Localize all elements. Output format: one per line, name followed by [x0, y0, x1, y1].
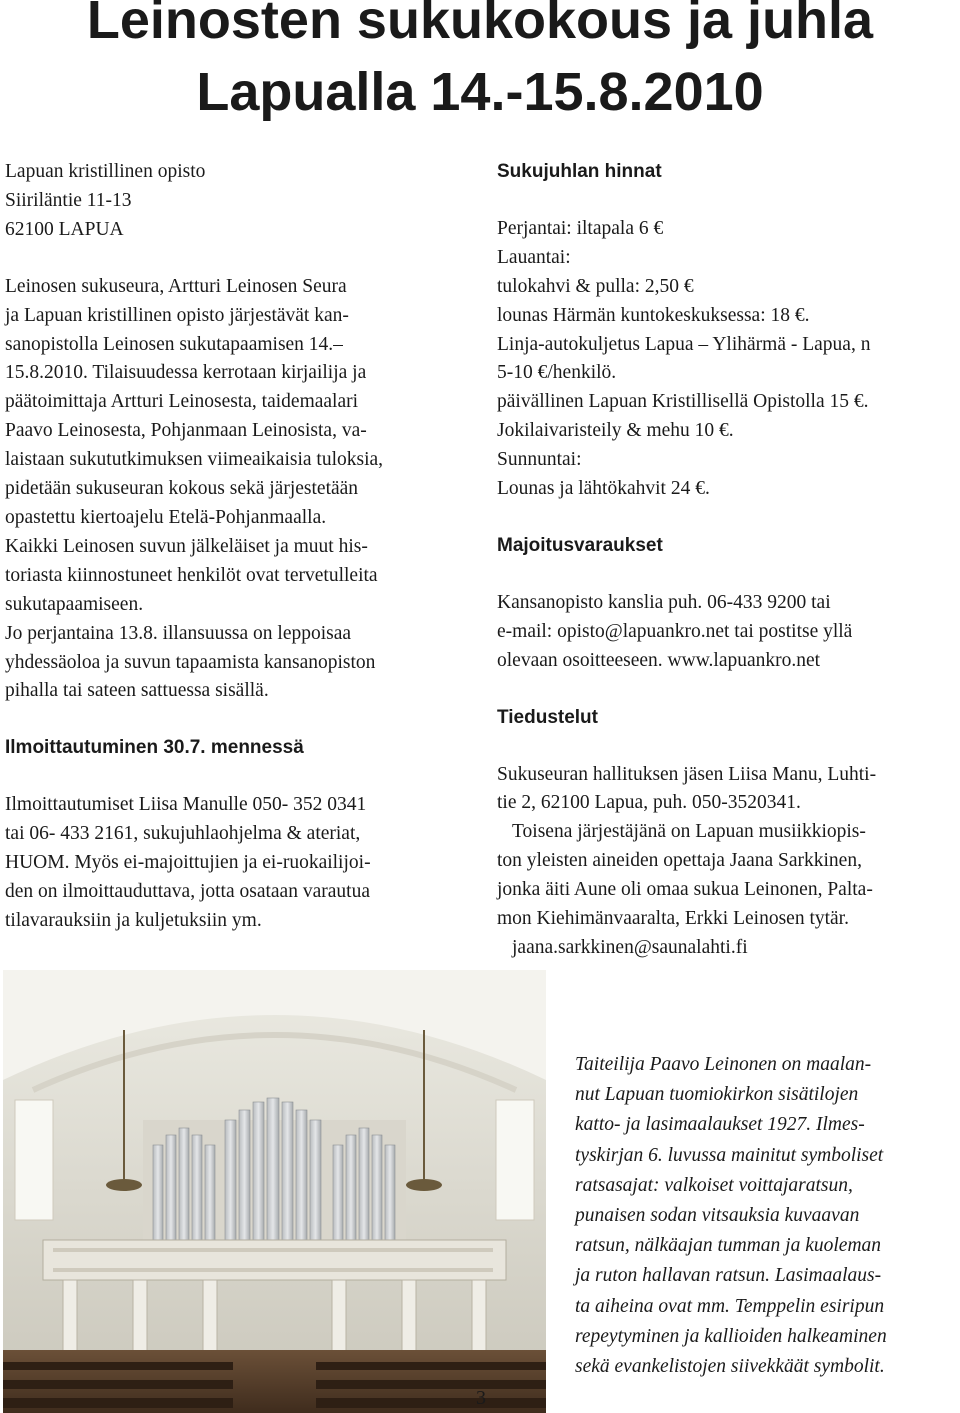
- intro-line: pidetään sukuseuran kokous sekä järjestetään: [5, 478, 359, 500]
- price-line: Lounas ja lähtökahvit 24 €.: [497, 478, 710, 500]
- intro-line: laistaan sukututkimuksen viimeaikaisia tuloksia,: [5, 449, 384, 471]
- registration-line: tilavarauksiin ja kuljetuksiin ym.: [5, 909, 262, 931]
- caption-line: katto- ja lasimaalaukset 1927. Ilmes-: [575, 1114, 865, 1136]
- inquiries-heading: Tiedustelut: [497, 706, 598, 728]
- price-line: Perjantai: iltapala 6 €: [497, 217, 664, 239]
- organizer-line: mon Kiehimänvaaralta, Erkki Leinosen tytär.: [497, 908, 849, 930]
- caption-line: ratsasajat: valkoiset voittajaratsun,: [575, 1174, 853, 1196]
- caption-line: sekä evankelistojen siivekkäät symbolit.: [575, 1356, 885, 1378]
- friday-line: Jo perjantaina 13.8. illansuussa on leppoisaa: [5, 622, 352, 644]
- friday-line: pihalla tai sateen sattuessa sisällä.: [5, 680, 269, 702]
- prices-heading: Sukujuhlan hinnat: [497, 161, 662, 182]
- page-number: 3: [476, 1387, 486, 1409]
- price-line: Lauantai:: [497, 246, 571, 268]
- price-line: 5-10 €/henkilö.: [497, 362, 617, 384]
- inquiries-line: tie 2, 62100 Lapua, puh. 050-3520341.: [497, 792, 801, 814]
- price-line: tulokahvi & pulla: 2,50 €: [497, 275, 694, 297]
- organizer-line: jonka äiti Aune oli omaa sukua Leinonen, Palta-: [497, 879, 873, 901]
- intro-line: 15.8.2010. Tilaisuudessa kerrotaan kirjailija ja: [5, 362, 367, 384]
- registration-line: tai 06- 433 2161, sukujuhlaohjelma & ateriat,: [5, 823, 361, 845]
- caption-line: repeytyminen ja kallioiden halkeaminen: [575, 1325, 887, 1347]
- welcome-line: Kaikki Leinosen suvun jälkeläiset ja muut his-: [5, 535, 368, 557]
- address-line: Siiriläntie 11-13: [5, 189, 132, 211]
- intro-line: Leinosen sukuseura, Artturi Leinosen Seura: [5, 275, 347, 297]
- price-line: lounas Härmän kuntokeskuksessa: 18 €.: [497, 304, 810, 326]
- accommodation-heading: Majoitusvaraukset: [497, 534, 663, 556]
- caption-line: punaisen sodan vitsauksia kuvaavan: [575, 1205, 860, 1227]
- registration-heading: Ilmoittautuminen 30.7. mennessä: [5, 737, 304, 759]
- organizer-line: Toisena järjestäjänä on Lapuan musiikkiopis-: [512, 821, 866, 843]
- address-line: 62100 LAPUA: [5, 218, 124, 240]
- caption-line: ta aiheina ovat mm. Temppelin esiripun: [575, 1295, 885, 1317]
- intro-line: Paavo Leinosesta, Pohjanmaan Leinosista, va-: [5, 420, 367, 442]
- right-column: [497, 158, 957, 963]
- address-line: Lapuan kristillinen opisto: [5, 161, 206, 182]
- welcome-line: sukutapaamiseen.: [5, 593, 144, 615]
- registration-line: HUOM. Myös ei-majoittujien ja ei-ruokailijoi-: [5, 852, 371, 874]
- church-interior-photo: [3, 970, 546, 1413]
- accommodation-line: olevaan osoitteeseen. www.lapuankro.net: [497, 649, 821, 671]
- welcome-line: toriasta kiinnostuneet henkilöt ovat tervetulleita: [5, 564, 378, 586]
- price-line: Sunnuntai:: [497, 449, 582, 471]
- photo-caption: [575, 1050, 960, 1382]
- caption-line: Taiteilija Paavo Leinonen on maalan-: [575, 1054, 872, 1075]
- inquiries-line: Sukuseuran hallituksen jäsen Liisa Manu, Luhti-: [497, 763, 877, 785]
- organizer-line: ton yleisten aineiden opettaja Jaana Sarkkinen,: [497, 850, 862, 872]
- caption-line: tyskirjan 6. luvussa mainitut symboliset: [575, 1144, 884, 1166]
- intro-line: opastettu kiertoajelu Etelä-Pohjanmaalla.: [5, 506, 327, 528]
- accommodation-line: Kansanopisto kanslia puh. 06-433 9200 tai: [497, 591, 831, 613]
- registration-line: Ilmoittautumiset Liisa Manulle 050- 352 0341: [5, 794, 367, 816]
- contact-email: jaana.sarkkinen@saunalahti.fi: [512, 936, 748, 958]
- caption-line: nut Lapuan tuomiokirkon sisätilojen: [575, 1084, 859, 1106]
- caption-line: ratsun, nälkäajan tumman ja kuoleman: [575, 1235, 882, 1257]
- page-title-line-1: Leinosten sukukokous ja juhla: [86, 0, 874, 50]
- caption-line: ja ruton hallavan ratsun. Lasimaalaus-: [575, 1265, 882, 1287]
- price-line: päivällinen Lapuan Kristillisellä Opistolla 15 €.: [497, 391, 869, 413]
- intro-line: ja Lapuan kristillinen opisto järjestävät kan-: [5, 304, 349, 326]
- intro-line: päätoimittaja Artturi Leinosesta, taidemaalari: [5, 391, 359, 413]
- friday-line: yhdessäoloa ja suvun tapaamista kansanopiston: [5, 651, 376, 673]
- page-title-line-2: Lapualla 14.-15.8.2010: [196, 62, 764, 122]
- left-column: [5, 158, 463, 936]
- intro-line: sanopistolla Leinosen sukutapaamisen 14.–: [5, 333, 343, 355]
- registration-line: den on ilmoittauduttava, jotta osataan varautua: [5, 880, 370, 902]
- price-line: Linja-autokuljetus Lapua – Ylihärmä - Lapua, n: [497, 333, 871, 355]
- accommodation-line: e-mail: opisto@lapuankro.net tai postitse yllä: [497, 620, 853, 642]
- price-line: Jokilaivaristeily & mehu 10 €.: [497, 420, 734, 442]
